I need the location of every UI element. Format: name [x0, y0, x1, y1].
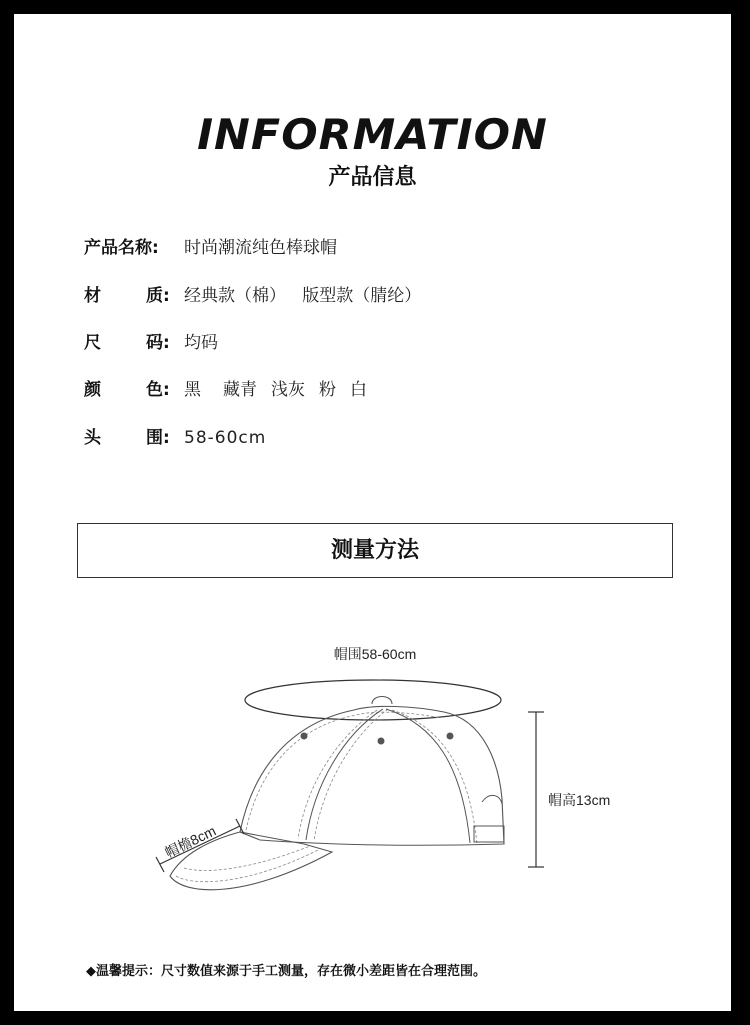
cap-measurement-diagram — [14, 614, 731, 914]
color-option: 白 — [350, 380, 367, 400]
spec-row-size — [84, 331, 218, 355]
spec-value: 58-60cm — [184, 428, 267, 448]
spec-label-a: 头 — [84, 428, 101, 448]
spec-label: 产品名称: — [84, 238, 159, 258]
footer-note: ◆温馨提示：尺寸数值来源于手工测量，存在微小差距皆在合理范围。 — [86, 964, 486, 979]
spec-row-name — [84, 236, 337, 260]
spec-label-a: 颜 — [84, 380, 101, 400]
content-panel — [14, 14, 731, 1011]
eyelet-icon — [447, 733, 454, 740]
color-option: 浅灰 — [271, 380, 305, 400]
circumference-label: 帽围58-60cm — [333, 646, 417, 662]
spec-row-color — [84, 378, 381, 402]
spec-label-a: 材 — [84, 286, 101, 306]
color-option: 藏青 — [223, 380, 257, 400]
spec-row-material — [84, 284, 421, 308]
eyelet-icon — [301, 733, 308, 740]
back-strap — [474, 826, 504, 842]
color-option: 粉 — [319, 380, 336, 400]
spec-row-head-size — [84, 426, 266, 450]
spec-label-b: 码: — [146, 333, 170, 353]
spec-label-b: 色: — [146, 380, 170, 400]
cap-crown — [240, 706, 504, 845]
title-chinese: 产品信息 — [328, 165, 417, 190]
measure-heading: 测量方法 — [330, 538, 419, 563]
spec-label-b: 质: — [146, 286, 170, 306]
spec-value: 时尚潮流纯色棒球帽 — [184, 238, 337, 258]
title-english: INFORMATION — [197, 110, 548, 159]
height-label: 帽高13cm — [548, 792, 611, 808]
color-option: 黑 — [184, 380, 201, 400]
eyelet-icon — [378, 738, 385, 745]
brim-label: 帽檐8cm — [162, 822, 219, 861]
spec-label-b: 围: — [146, 428, 170, 448]
spec-value: 经典款（棉） 版型款（腈纶） — [184, 286, 422, 306]
measure-heading-box — [77, 523, 673, 578]
spec-value: 均码 — [184, 333, 218, 353]
spec-label-a: 尺 — [84, 333, 101, 353]
